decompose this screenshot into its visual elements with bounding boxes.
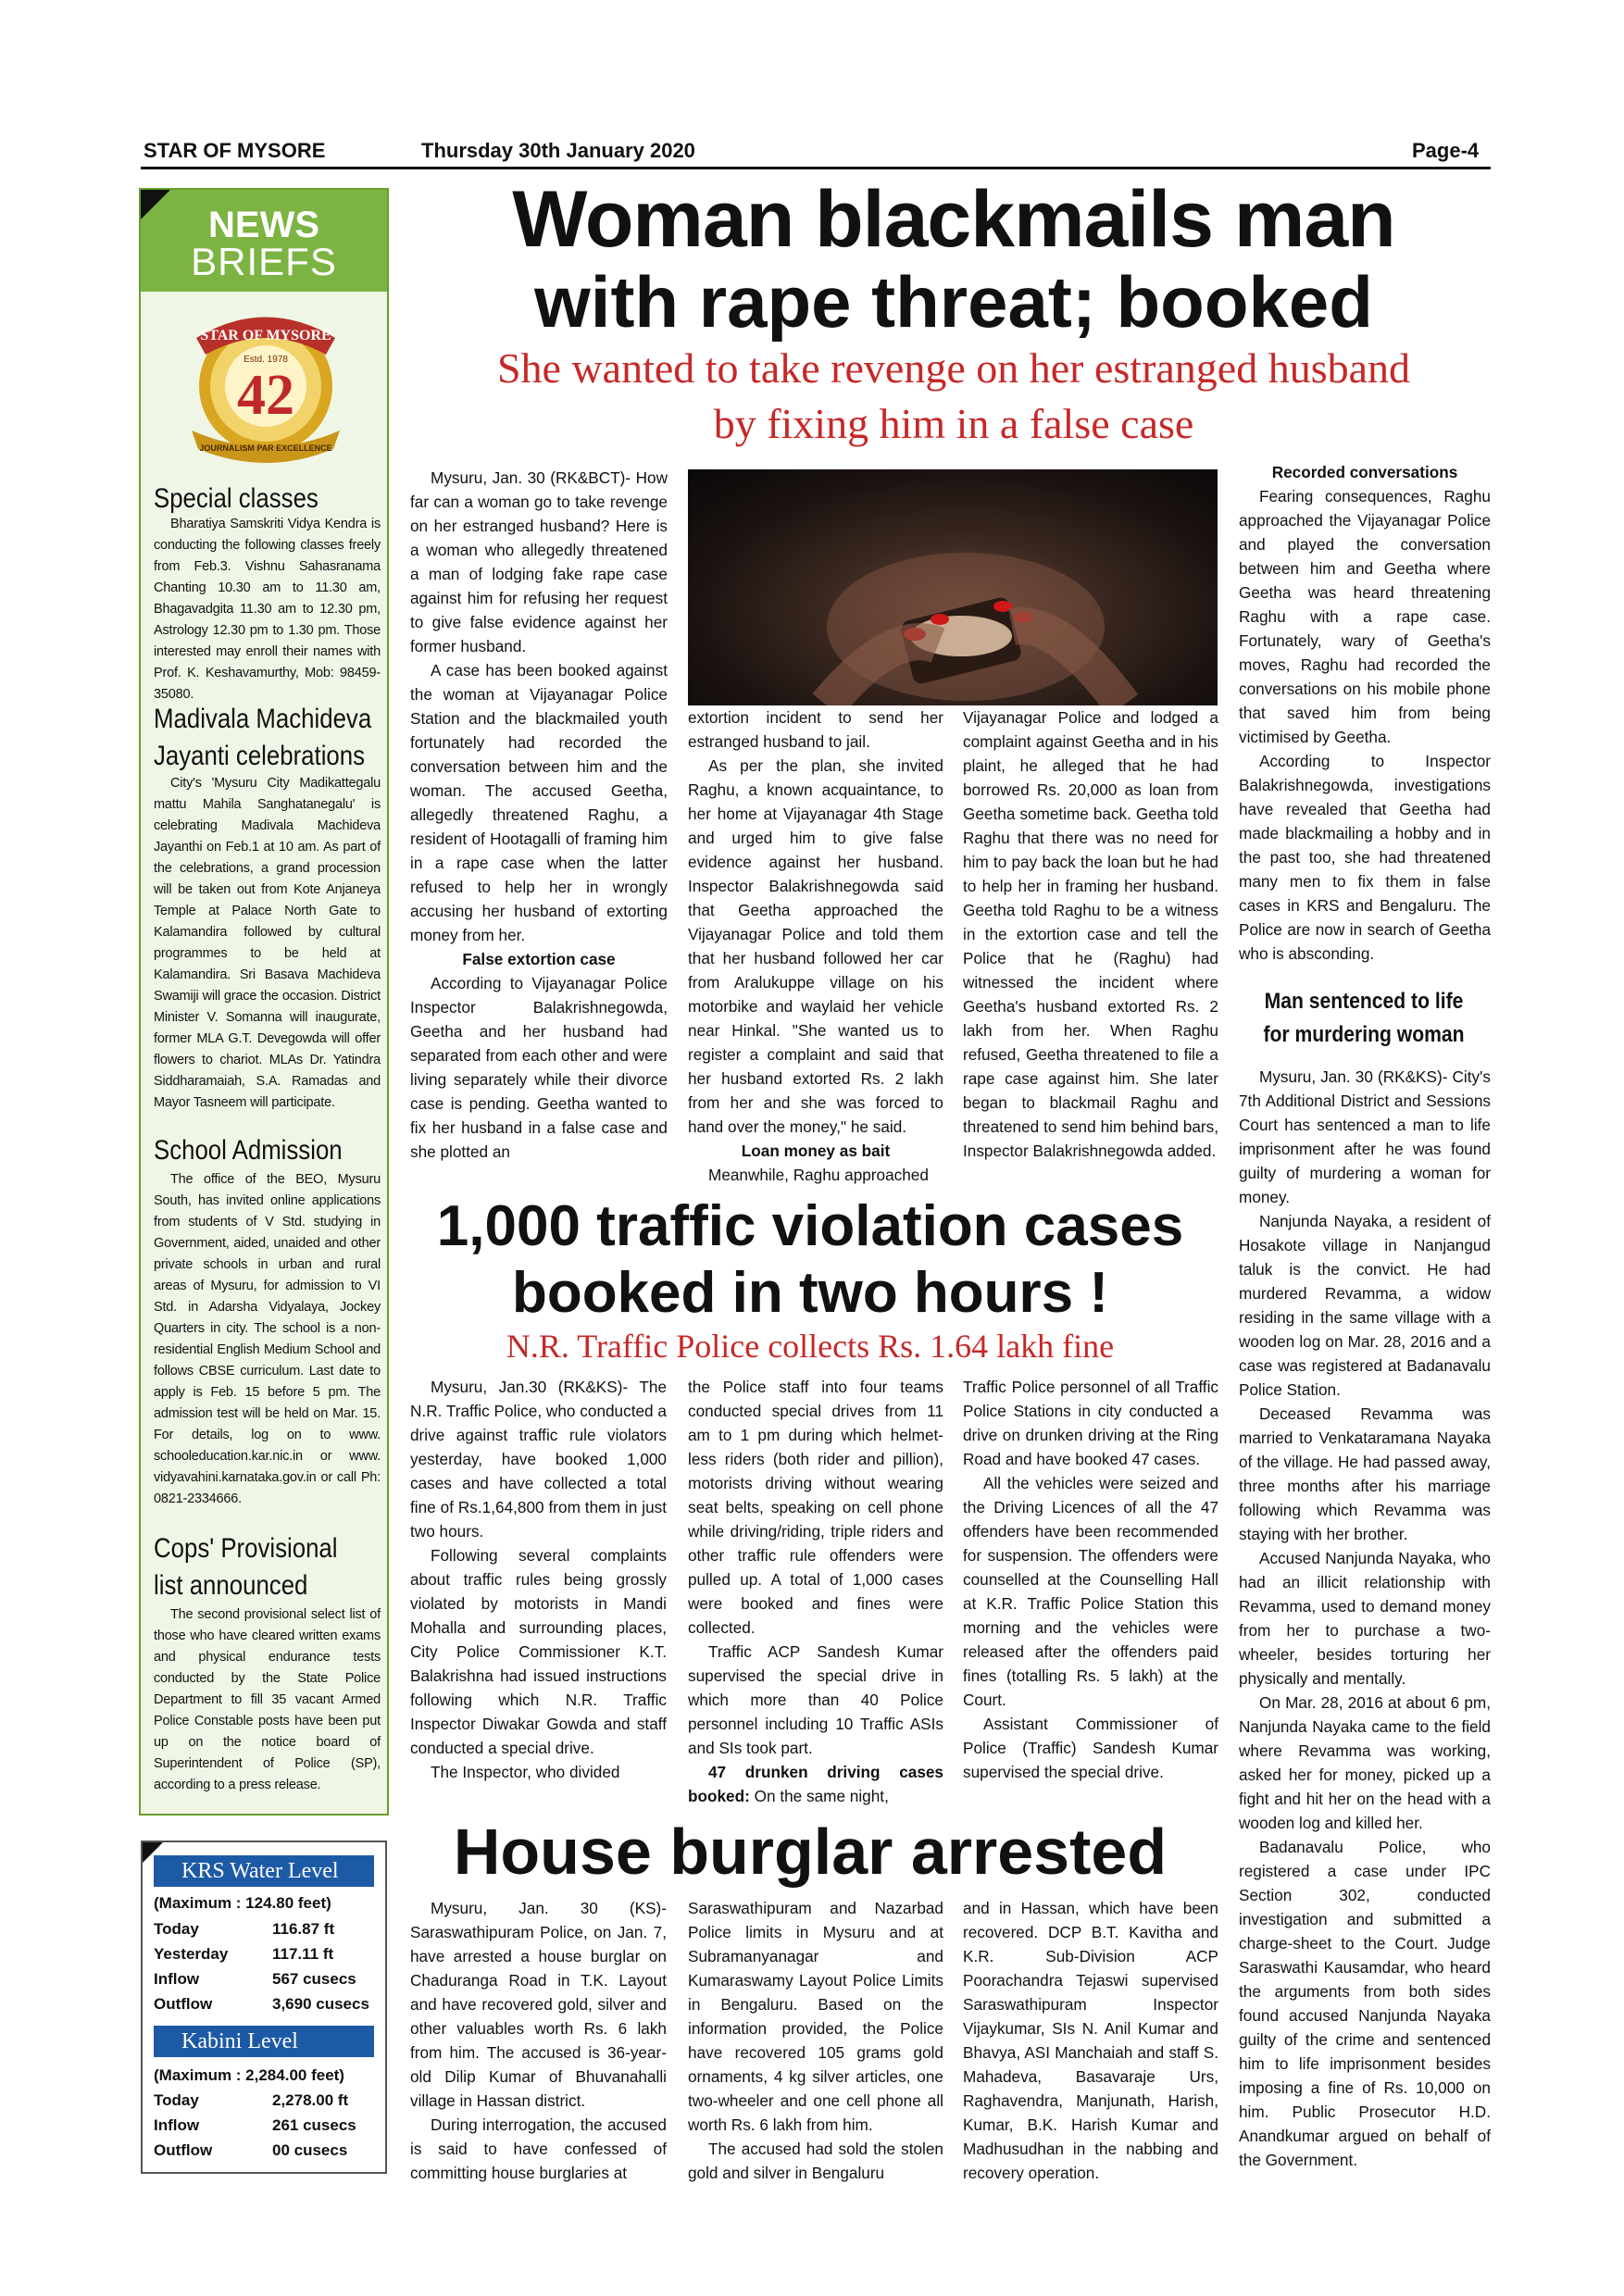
article-text: On the same night, [749,1787,889,1805]
kabini-value: 2,278.00 ft [272,2091,349,2109]
article-paragraph: Nanjunda Nayaka, a resident of Hosakote village in Nanjangud taluk is the convict. He had murdered Revamma, a widow residing in the same village with a wooden log on Mar. 28, 2016 and a case was registered at Badanavalu Police Station. [1239,1212,1491,1399]
article-paragraph: Traffic Police personnel of all Traffic Police Stations in city conducted a drive on drunken driving at the Ring Road and have booked 47 cases. [963,1378,1218,1468]
phone-photo-icon [688,469,1218,705]
article-paragraph: During interrogation, the accused is said to have confessed of committing house burglaries at [410,2115,667,2182]
article-paragraph: and in Hassan, which have been recovered. DCP B.T. Kavitha and K.R. Sub-Division ACP Poorachandra Tejaswi supervised Saraswathipuram Inspector Vijaykumar, SIs N. Anil Kumar and Bhavya, ASI Manchaiah and staff S. Mahadeva, Basavaraje Urs, Raghavendra, Manjunath, Harish, Kumar, B.K. Harish Kumar and Madhusudhan in the nabbing and recovery operation. [963,1899,1218,2182]
article-paragraph: the Police staff into four teams conducted special drives from 11 am to 1 pm during which helmet-less riders (both rider and pillion), motorists driving without wearing seat belts, speaking on cell phone while driving/riding, triple riders and other traffic rule offenders were pulled up. A total of 1,000 cases were booked and fines were collected. [688,1378,943,1637]
krs-label: Inflow [154,1970,200,1988]
kabini-max: (Maximum : 2,284.00 feet) [154,2066,344,2084]
traffic-column-1 [410,1375,667,1784]
article-paragraph: The Inspector, who divided [431,1763,620,1781]
krs-value: 117.11 ft [272,1945,334,1963]
brief-text: The second provisional select list of those who have cleared written exams and physical endurance tests conducted by the State Police Department to fill 35 vacant Armed Police Constable posts have been put up on the notice board of Superintendent of Police (SP), according to a press release. [154,1607,381,1792]
lead-column-1 [410,466,668,1164]
article-paragraph: Mysuru, Jan. 30 (RK&KS)- City's 7th Additional District and Sessions Court has sentenced a man to life imprisonment after he was found guilty of murdering a woman for money. [1239,1067,1491,1206]
article-paragraph: Vijayanagar Police and lodged a complaint against Geetha and in his plaint, he alleged that he had borrowed Rs. 20,000 as loan from Geetha sometime back. Geetha told Raghu that there was no need for him to pay back the loan but he had to help her in framing her husband. Geetha told Raghu to be a witness in the extortion case and tell the Police that he (Raghu) had witnessed the incident where Geetha's husband extorted Rs. 2 lakh from her. When Raghu refused, Geetha threatened to file a rape case against him. She later began to blackmail Raghu and threatened to send him behind bars, Inspector Balakrishnegowda added. [963,708,1218,1160]
article-paragraph: A case has been booked against the woman at Vijayanagar Police Station and the blackmailed youth fortunately had recorded the conversation between him and the woman. The accused Geetha, allegedly threatened Raghu, a resident of Hootagalli of framing him in a rape case when the latter refused to help her in wrongly accusing her husband of extorting money from her. [410,661,668,944]
krs-value: 567 cusecs [272,1970,356,1988]
article-paragraph: Following several complaints about traffic rules being grossly violated by motorists in Mandi Mohalla and surrounding places, City Police Commissioner K.T. Balakrishna had issued instructions following which N.R. Traffic Inspector Diwakar Gowda and staff conducted a special drive. [410,1546,667,1757]
article-paragraph: According to Inspector Balakrishnegowda, investigations have revealed that Geetha had made blackmailing a hobby and in the past too, she had threatened many men to fix them in false cases in KRS and Bengaluru. The Police are now in search of Geetha who is absconding. [1239,752,1491,963]
article-paragraph: Mysuru, Jan.30 (RK&KS)- The N.R. Traffic Police, who conducted a drive against traffic rule violators yesterday, have booked 1,000 cases and have collected a total fine of Rs.1,64,800 from them in just two hours. [410,1378,667,1541]
news-briefs-banner [141,190,387,292]
logo-number: 42 [237,364,294,427]
header-rule [141,167,1491,169]
lead-column-3 [963,705,1218,1163]
logo-estd-text: Estd. 1978 [244,355,288,365]
logo-top-text: STAR OF MYSORE [200,328,331,343]
brief-text: City's 'Mysuru City Madikattegalu mattu Mahila Sanghatanegalu' is celebrating Madivala Machideva Jayanthi on Feb.1 at 10 am. As part of the celebrations, a grand procession will be taken out from Kote Anjaneya Temple at Palace North Gate to Kalamandira followed by cultural programmes to be held at Kalamandira. Sri Basava Machideva Swamiji will grace the occasion. District Minister V. Somanna will inaugurate, former MLA G.T. Devegowda will offer flowers to chariot. MLAs Dr. Yatindra Siddharamaiah, S.A. Ramadas and Mayor Tasneem will participate. [154,776,381,1110]
logo-ribbon-text: JOURNALISM PAR EXCELLENCE [199,443,332,453]
krs-label: Today [154,1920,199,1938]
article-paragraph: extortion incident to send her estranged husband to jail. [688,708,943,751]
brief-heading: Cops' Provisional [154,1533,338,1564]
paper-name: STAR OF MYSORE [144,139,326,162]
article-paragraph: Saraswathipuram and Nazarbad Police limits in Mysuru and at Subramanyanagar and Kumaraswamy Layout Police Limits in Bengaluru. Based on the information provided, the Police have recovered 105 grams gold ornaments, 4 kg silver articles, one two-wheeler and one cell phone all worth Rs. 6 lakh from him. [688,1899,943,2134]
article-paragraph: The accused had sold the stolen gold and silver in Bengaluru [688,2140,943,2182]
krs-value: 3,690 cusecs [272,1995,369,2013]
article-subhead: Loan money as bait [741,1142,891,1160]
traffic-headline: 1,000 traffic violation cases [436,1194,1184,1258]
article-paragraph: Deceased Revamma was married to Venkataramana Nayaka of the village. He had passed away, three months after his marriage following which Revamma was staying with her brother. [1239,1404,1491,1543]
krs-value: 116.87 ft [272,1920,335,1938]
kabini-value: 261 cusecs [272,2116,356,2134]
murder-story-column [1239,1065,1491,2172]
krs-label: Outflow [154,1995,213,2013]
star-of-mysore-42-logo [178,301,354,468]
murder-headline: for murdering woman [1263,1022,1465,1047]
page-number: Page-4 [1412,139,1480,162]
lead-column-4 [1239,460,1491,966]
water-level-box [141,1841,387,2174]
brief-heading: list announced [154,1570,308,1601]
hands-phone-photo [688,469,1218,705]
lead-subheadline: She wanted to take revenge on her estranged husband [496,344,1411,392]
lead-column-2 [688,705,943,1187]
news-briefs-sidebar [139,188,389,1816]
traffic-column-3 [963,1375,1218,1784]
brief-heading: Madivala Machideva [154,704,372,734]
kabini-label: Today [154,2091,199,2109]
kabini-label: Outflow [154,2141,213,2159]
kabini-value: 00 cusecs [272,2141,348,2159]
brief-heading: Special classes [154,483,319,514]
article-paragraph: All the vehicles were seized and the Driving Licences of all the 47 offenders have been recommended for suspension. The offenders were counselled at the Counselling Hall at K.R. Traffic Police Station this morning and the vehicles were released after the offenders paid fines (totalling Rs. 5 lakh) at the Court. [963,1474,1218,1709]
burglar-headline: House burglar arrested [453,1816,1168,1888]
article-paragraph: Traffic ACP Sandesh Kumar supervised the special drive in which more than 40 Police personnel including 10 Traffic ASIs and SIs took part. [688,1642,943,1757]
burglar-column-1 [410,1896,667,2185]
briefs-label: BRIEFS [191,240,337,283]
lead-headline: Woman blackmails man [512,175,1395,264]
article-paragraph: Badanavalu Police, who registered a case under IPC Section 302, conducted investigation and submitted a charge-sheet to the Court. Judge Saraswathi Kausamdar, who heard the arguments from both sides found accused Nanjunda Nayaka guilty of the crime and sentenced him to life imprisonment besides imposing a fine of Rs. 10,000 on him. Public Prosecutor H.D. Anandkumar argued on behalf of the Government. [1239,1838,1491,2169]
burglar-column-2 [688,1896,943,2185]
article-paragraph: Mysuru, Jan. 30 (KS)- Saraswathipuram Police, on Jan. 7, have arrested a house burglar on Chaduranga Road in T.K. Layout and have recovered gold, silver and other valuables worth Rs. 6 lakh from him. The accused is 36-year-old Dilip Kumar of Bhuvanahalli village in Hassan district. [410,1899,667,2110]
lead-headline: with rape threat; booked [534,261,1373,343]
brief-heading: School Admission [154,1135,343,1166]
kabini-title: Kabini Level [154,2026,374,2057]
krs-max: (Maximum : 124.80 feet) [154,1894,331,1912]
article-paragraph: Accused Nanjunda Nayaka, who had an illicit relationship with Revamma, used to demand money from her to purchase a two-wheeler, besides torturing her physically and mentally. [1239,1549,1491,1688]
burglar-column-3 [963,1896,1218,2185]
krs-label: Yesterday [154,1945,229,1963]
traffic-headline: booked in two hours ! [511,1261,1109,1325]
traffic-subheadline: N.R. Traffic Police collects Rs. 1.64 lakh fine [506,1328,1115,1365]
article-paragraph [688,1760,943,1808]
drunken-driving-subhead: 47 drunken driving cases booked: [688,1763,943,1805]
article-paragraph: Fearing consequences, Raghu approached the Vijayanagar Police and played the conversation between him and Geetha where Geetha was heard threatening Raghu with a rape case. Fortunately, wary of Geetha's moves, Raghu had recorded the conversations on his mobile phone that saved him from being victimised by Geetha. [1239,487,1491,746]
brief-heading: Jayanti celebrations [154,741,366,771]
murder-headline: Man sentenced to life [1264,989,1464,1014]
article-subhead: False extortion case [462,950,616,968]
article-subhead: Recorded conversations [1271,463,1458,481]
article-paragraph: As per the plan, she invited Raghu, a known acquaintance, to her home at Vijayanagar 4th Stage and urged him to give false evidence against her husband. Inspector Balakrishnegowda said that Geetha approached the Vijayanagar Police and told them that her husband followed her car from Aralukuppe village on his motorbike and waylaid her vehicle near Hinkal. "She wanted us to register a complaint and said that her husband extorted Rs. 2 lakh from her and she was forced to hand over the money," he said. [688,756,943,1136]
article-paragraph: Assistant Commissioner of Police (Traffic) Sandesh Kumar supervised the special drive. [963,1715,1218,1781]
brief-text: Bharatiya Samskriti Vidya Kendra is conducting the following classes freely from Feb.3. Vishnu Sahasranama Chanting 10.30 am to 11.30 am, Bhagavadgita 11.30 am to 12.30 pm, Astrology 12.30 pm to 1.30 pm. Those interested may enroll their names with Prof. K. Keshavamurthy, Mob: 98459-35080. [154,517,381,702]
traffic-column-2 [688,1375,943,1808]
article-paragraph: Meanwhile, Raghu approached [708,1166,929,1184]
article-paragraph: Mysuru, Jan. 30 (RK&BCT)- How far can a woman go to take revenge on her estranged husband? Here is a woman who allegedly threatened a man of lodging fake rape case against him for refusing her request to give false evidence against her former husband. [410,468,668,655]
krs-title: KRS Water Level [154,1855,374,1887]
brief-text: The office of the BEO, Mysuru South, has invited online applications from students of V Std. studying in Government, aided, unaided and other private schools in urban and rural areas of Mysuru, for admission to VI Std. in Adarsha Vidyalaya, Jockey Quarters in city. The school is a non-residential English Medium School and follows CBSE curriculum. Last date to apply is Feb. 15 before 5 pm. The admission test will be held on Mar. 15. For details, log on to www. schooleducation.kar.nic.in or www. vidyavahini.karnataka.gov.in or call Ph: 0821-2334666. [154,1172,381,1506]
issue-date: Thursday 30th January 2020 [421,139,695,162]
article-paragraph: According to Vijayanagar Police Inspector Balakrishnegowda, Geetha and her husband had separated from each other and were living separately while their divorce case is pending. Geetha wanted to fix her husband in a false case and she plotted an [410,974,668,1161]
kabini-label: Inflow [154,2116,200,2134]
article-paragraph: On Mar. 28, 2016 at about 6 pm, Nanjunda Nayaka came to the field where Revamma was working, asked her for money, picked up a fight and hit her on the head with a wooden log and killed her. [1239,1693,1491,1832]
lead-subheadline: by fixing him in a false case [713,400,1194,447]
news-label: NEWS [208,205,319,245]
